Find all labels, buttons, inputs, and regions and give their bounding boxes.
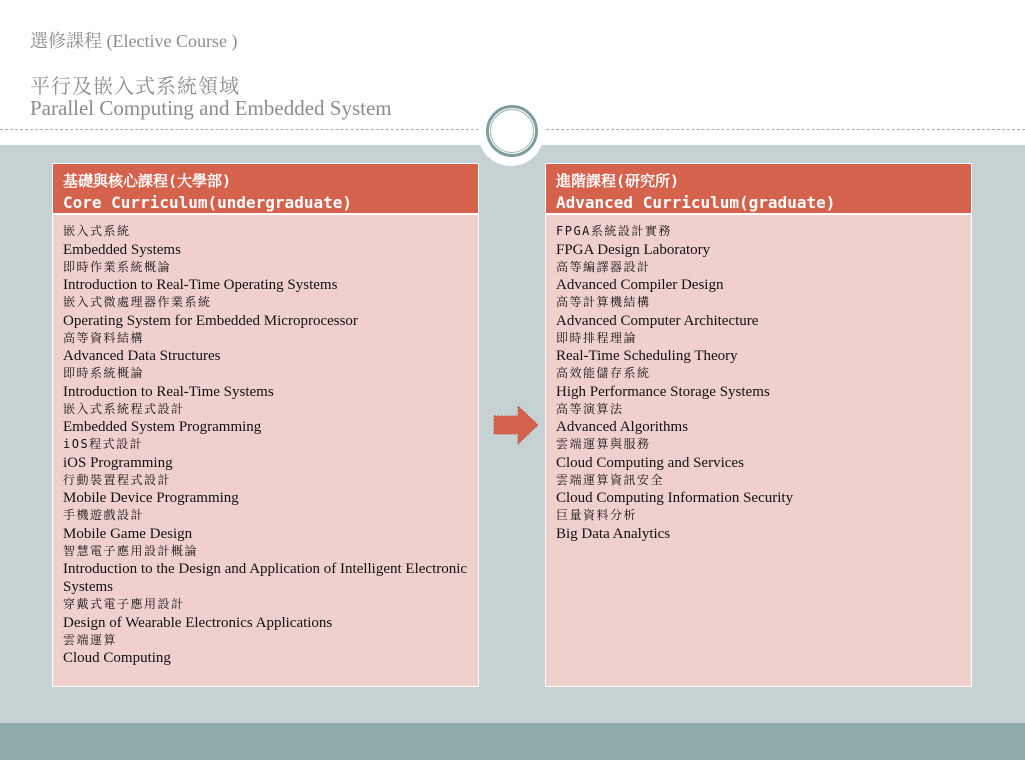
course-name-english: Mobile Game Design [63, 525, 193, 542]
course-name-english: Advanced Algorithms [556, 419, 689, 435]
course-item [63, 259, 478, 295]
course-name-chinese: FPGA系統設計實務 [556, 224, 672, 238]
core-curriculum-title-english: Core Curriculum(undergraduate) [63, 193, 352, 212]
course-item [556, 223, 971, 259]
course-name-chinese: 即時排程理論 [556, 330, 638, 345]
course-name-chinese: 手機遊戲設計 [63, 508, 145, 522]
course-item [63, 223, 478, 259]
course-name-chinese: 雲端運算資訊安全 [556, 472, 665, 487]
course-name-english: Mobile Device Programming [63, 490, 239, 506]
course-name-chinese: 高效能儲存系統 [556, 366, 651, 380]
course-name-english: FPGA Design Laboratory [556, 241, 711, 258]
course-item [63, 632, 478, 668]
course-item [63, 436, 478, 472]
slide-subtitle: 選修課程 (Elective Course ) [30, 31, 238, 51]
course-name-english: Cloud Computing and Services [556, 454, 744, 471]
course-name-chinese: 即時作業系統概論 [63, 259, 172, 274]
core-course-list [53, 215, 478, 667]
course-name-english: Cloud Computing [63, 650, 171, 666]
course-name-english: Advanced Compiler Design [556, 277, 724, 293]
course-item [63, 401, 478, 437]
course-name-english: iOS Programming [63, 454, 173, 471]
core-curriculum-panel [52, 163, 479, 687]
advanced-curriculum-header [546, 164, 971, 215]
course-item [556, 330, 971, 366]
course-item [556, 294, 971, 330]
course-name-chinese: 即時系統概論 [63, 366, 145, 380]
advanced-curriculum-title-chinese: 進階課程(研究所) [556, 172, 680, 190]
slide-title-english: Parallel Computing and Embedded System [30, 96, 392, 120]
course-name-chinese: 高等資料結構 [63, 330, 145, 345]
course-name-english: Advanced Computer Architecture [556, 312, 759, 329]
arrow-right-icon [493, 405, 539, 445]
course-name-english: Cloud Computing Information Security [556, 490, 794, 506]
course-item [63, 507, 478, 543]
course-name-english: Introduction to Real-Time Systems [63, 383, 274, 400]
course-name-chinese: 雲端運算與服務 [556, 437, 651, 451]
course-name-chinese: 嵌入式微處理器作業系統 [63, 295, 212, 309]
advanced-course-list [546, 215, 971, 543]
course-item [63, 365, 478, 401]
course-name-english: Design of Wearable Electronics Applications [63, 614, 333, 631]
course-name-chinese: 巨量資料分析 [556, 508, 638, 522]
course-item [556, 436, 971, 472]
course-name-chinese: iOS程式設計 [63, 437, 144, 451]
course-name-english: Embedded Systems [63, 241, 181, 258]
footer-band [0, 723, 1025, 760]
course-item [63, 294, 478, 330]
course-name-chinese: 高等演算法 [556, 401, 624, 416]
course-name-english: Big Data Analytics [556, 525, 671, 542]
course-item [63, 330, 478, 366]
course-item [556, 401, 971, 437]
advanced-curriculum-panel [545, 163, 972, 687]
course-name-chinese: 穿戴式電子應用設計 [63, 597, 185, 611]
course-name-english: Embedded System Programming [63, 419, 262, 435]
course-name-english: Introduction to the Design and Application of Intelligent Electronic Systems [63, 561, 468, 595]
course-name-chinese: 智慧電子應用設計概論 [63, 543, 199, 558]
advanced-curriculum-title-english: Advanced Curriculum(graduate) [556, 193, 836, 212]
core-curriculum-header [53, 164, 478, 215]
course-name-chinese: 高等計算機結構 [556, 295, 651, 309]
course-name-chinese: 行動裝置程式設計 [63, 472, 172, 487]
course-name-english: Introduction to Real-Time Operating Systems [63, 277, 338, 293]
course-item [556, 365, 971, 401]
course-item [556, 472, 971, 508]
course-name-english: Operating System for Embedded Microprocessor [63, 312, 358, 329]
course-item [63, 472, 478, 508]
slide-title-chinese: 平行及嵌入式系統領域 [30, 76, 240, 98]
course-item [556, 507, 971, 543]
course-name-chinese: 雲端運算 [63, 632, 118, 647]
course-name-english: High Performance Storage Systems [556, 383, 770, 400]
course-item [556, 259, 971, 295]
course-name-chinese: 嵌入式系統 [63, 224, 131, 238]
course-name-english: Real-Time Scheduling Theory [556, 348, 738, 364]
core-curriculum-title-chinese: 基礎與核心課程(大學部) [63, 172, 232, 190]
course-name-english: Advanced Data Structures [63, 348, 221, 364]
decorative-ring-inner [490, 109, 534, 153]
course-item [63, 543, 478, 597]
course-name-chinese: 高等編譯器設計 [556, 259, 651, 274]
course-name-chinese: 嵌入式系統程式設計 [63, 401, 185, 416]
course-item [63, 596, 478, 632]
